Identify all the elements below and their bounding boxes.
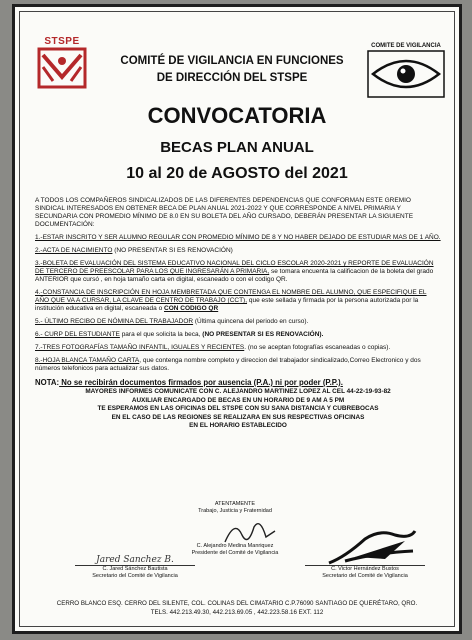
requirement-8-title: 8.-HOJA BLANCA TAMAÑO CARTA — [35, 357, 140, 364]
document-body — [35, 197, 441, 431]
center-signer-role: Presidente del Comité de Vigilancia — [191, 550, 279, 556]
stspe-emblem-icon — [37, 47, 87, 89]
requirement-6-detail: para el que solicita la beca, — [119, 331, 203, 338]
requirement-8-detail: , que contenga nombre completo y direccion del trabajador sindicalizado,Correo Electronico y dos números telefonicos para actualizar sus datos. — [35, 357, 421, 372]
requirement-5-note: (Última quincena del periodo en curso). — [193, 318, 309, 325]
footer — [15, 599, 459, 617]
intro-paragraph: A TODOS LOS COMPAÑEROS SINDICALIZADOS DE LAS DIFERENTES DEPENDENCIAS QUE CONFORMAN ESTE GREMIO SINDICAL INTERESADOS EN OBTENER BECA DE PLAN ANUAL 2021-2022 Y QUE CORRESPONDE A NIVEL PRIMARIA Y SECUNDARIA CON PROMEDIO MÍNIMO DE 8.0 EN SU BOLETA DEL AÑO CURSADO, DEBERÁN PRESENTAR LA SIGUIENTE DOCUMENTACIÓN: — [35, 197, 414, 228]
requirement-1 — [35, 234, 441, 242]
requirement-5 — [35, 318, 441, 326]
requirement-7-title: 7.-TRES FOTOGRAFÍAS TAMAÑO INFANTIL, IGUALES Y RECIENTES — [35, 344, 245, 351]
left-signer-name: C. Jared Sánchez Bautista — [102, 566, 168, 572]
vigilance-logo-caption: COMITE DE VIGILANCIA — [371, 43, 441, 49]
nota-text: No se recibirán documentos firmados por ausencia (P.A.) ni por poder (P.P.). — [59, 378, 343, 387]
requirement-4-title: 4.-CONSTANCIA DE INSCRIPCIÓN EN HOJA MEMBRETADA QUE CONTENGA EL NOMBRE DEL ALUMNO, QUE ESPECIFIQUE EL AÑO QUE VA A CURSAR, LA CLAVE DE CENTRO DE TRABAJO (CCT), — [35, 289, 427, 304]
stspe-logo-text: STSPE — [44, 36, 80, 47]
requirement-2-note: (NO PRESENTAR SI ES RENOVACIÓN) — [112, 247, 233, 254]
requirement-4 — [35, 289, 441, 313]
requirement-6 — [35, 331, 441, 339]
page-title: CONVOCATORIA — [147, 103, 327, 128]
page-subtitle: BECAS PLAN ANUAL — [160, 139, 314, 156]
requirement-3-detail: se tomara encuenta la calificacion de la boleta del grado ANTERIOR que cursó , en hoja tamaño carta en digital, escaneado o con el codigo QR. — [35, 268, 434, 283]
info-line: AUXILIAR ENCARGADO DE BECAS EN UN HORARIO DE 9 AM A 5 PM — [131, 396, 345, 404]
requirement-7-note: . (no se aceptan fotografías escaneadas o copias). — [244, 344, 391, 351]
requirement-6-note: (NO PRESENTAR SI ES RENOVACIÓN). — [202, 331, 324, 338]
atentamente-label: ATENTAMENTE — [214, 501, 256, 507]
requirement-4-qr: CON CODIGO QR — [164, 305, 219, 312]
committee-line-1: COMITÉ DE VIGILANCIA EN FUNCIONES — [120, 55, 344, 67]
footer-address: CERRO BLANCO ESQ. CERRO DEL SILENTE, COL. COLINAS DEL CIMATARIO C.P.76090 SANTIAGO DE QUERÉTARO, QRO. — [56, 600, 418, 607]
requirement-2-title: 2.-ACTA DE NACIMIENTO — [35, 247, 113, 254]
committee-line-2: DE DIRECCIÓN DEL STSPE — [156, 72, 308, 84]
right-signer-name: C. Victor Hernández Bustos — [331, 566, 399, 572]
info-line: MAYORES INFORMES COMUNICATE CON C. ALEJANDRO MARTINEZ LOPEZ AL CEL 44-22-19-93-82 — [85, 388, 391, 395]
right-signature-icon — [325, 527, 420, 567]
stspe-logo — [37, 36, 87, 89]
requirement-7 — [35, 344, 441, 352]
info-line: EN EL CASO DE LAS REGIONES SE REALIZARA EN SUS RESPECTIVAS OFICINAS — [111, 413, 365, 421]
info-line: EN EL HORARIO ESTABLECIDO — [189, 422, 287, 429]
date-range: 10 al 20 de AGOSTO del 2021 — [126, 165, 348, 182]
requirement-6-title: 6.- CURP DEL ESTUDIANTE — [35, 331, 120, 338]
nota-label: NOTA: — [35, 378, 60, 387]
motto-text: Trabajo, Justicia y Fraternidad — [198, 508, 272, 514]
requirement-2 — [35, 247, 441, 255]
vigilance-logo — [367, 43, 445, 98]
nota-paragraph — [35, 378, 441, 388]
footer-phones: TELS. 442.213.49.30, 442.213.69.05 , 442.223.58.16 EXT. 112 — [150, 609, 324, 616]
requirement-3-title: 3.-BOLETA DE EVALUACIÓN DEL SISTEMA EDUCATIVO NACIONAL DEL CICLO ESCOLAR 2020-2021 y REPORTE DE EVALUACIÓN DE TERCERO DE PREESCOLAR PARA LOS QUE INGRESARÁN A PRIMARIA, — [35, 260, 434, 275]
right-signer-role: Secretario del Comité de Vigilancia — [322, 573, 408, 579]
left-handwritten-signature: Jared Sanchez B. — [96, 555, 174, 565]
closing-block — [165, 501, 305, 515]
requirement-5-title: 5.- ÚLTIMO RECIBO DE NÓMINA DEL TRABAJADOR — [35, 318, 194, 325]
requirement-8 — [35, 357, 441, 373]
requirement-3 — [35, 260, 441, 284]
document-page — [12, 4, 462, 634]
left-signature — [75, 555, 195, 580]
requirement-1-text: 1.-ESTAR INSCRITO Y SER ALUMNO REGULAR CON PROMEDIO MÍNIMO DE 8 Y NO HABER DEJADO DE ESTUDIAR MAS DE 1 AÑO. — [35, 234, 441, 241]
center-signer-name: C. Alejandro Medina Manriquez — [196, 543, 274, 549]
committee-header — [107, 53, 357, 87]
info-line: TE ESPERAMOS EN LAS OFICINAS DEL STSPE CON SU SANA DISTANCIA Y CUBREBOCAS — [97, 405, 379, 412]
eye-icon — [367, 50, 445, 98]
requirement-4-detail: que este sellada y firmada por la persona autorizada por la institución educativa en digital, escaneada o — [35, 297, 419, 312]
right-signature — [305, 565, 425, 580]
left-signer-role: Secretario del Comité de Vigilancia — [92, 573, 178, 579]
contact-info — [35, 388, 441, 431]
